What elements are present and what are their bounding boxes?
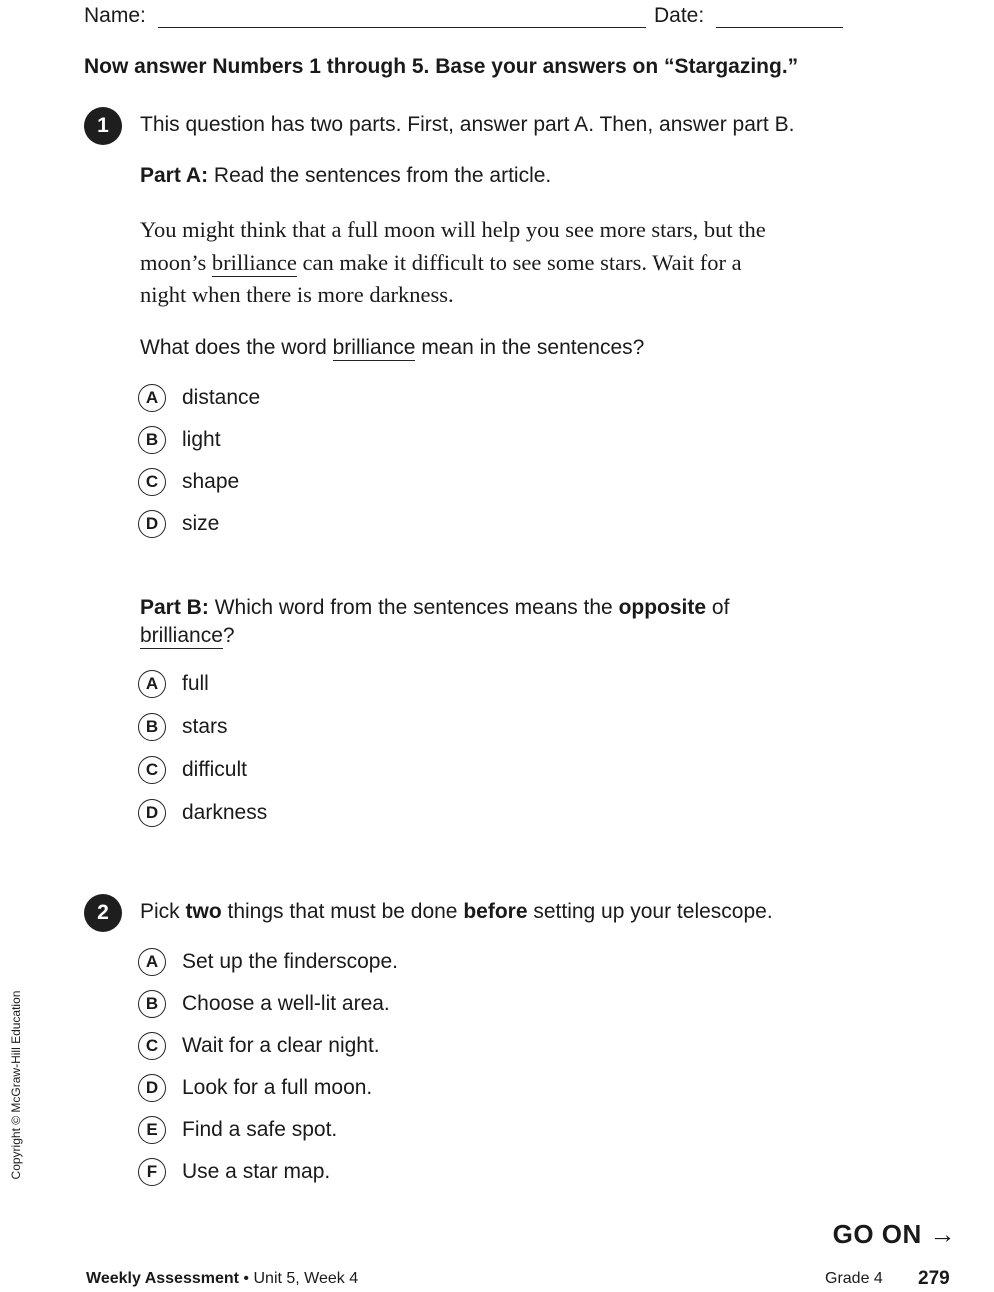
option-bubble[interactable]: A bbox=[138, 670, 166, 698]
question-text: What does the word bbox=[140, 336, 333, 359]
question-2-prompt bbox=[140, 900, 773, 924]
answer-option[interactable] bbox=[138, 1030, 398, 1062]
arrow-right-icon: → bbox=[929, 1219, 956, 1249]
emphasis-word: two bbox=[185, 900, 222, 923]
part-a-intro: Read the sentences from the article. bbox=[213, 164, 552, 187]
option-text: distance bbox=[182, 386, 261, 409]
option-bubble[interactable]: A bbox=[138, 384, 166, 412]
underlined-word: brilliance bbox=[332, 336, 416, 359]
passage-line: You might think that a full moon will help you see more stars, but the bbox=[140, 217, 766, 242]
name-label: Name: bbox=[84, 4, 146, 27]
answer-option[interactable] bbox=[138, 797, 267, 829]
date-label: Date: bbox=[654, 4, 705, 27]
date-field[interactable] bbox=[716, 7, 843, 28]
copyright-notice: Copyright © McGraw-Hill Education bbox=[9, 990, 23, 1180]
option-text: full bbox=[182, 672, 209, 695]
option-text: Find a safe spot. bbox=[182, 1118, 338, 1141]
option-bubble[interactable]: C bbox=[138, 756, 166, 784]
passage-text: moon’s bbox=[140, 249, 212, 275]
option-text: Wait for a clear night. bbox=[182, 1034, 380, 1057]
option-text: shape bbox=[182, 470, 240, 493]
question-2-options bbox=[138, 946, 398, 1188]
passage-text: can make it difficult to see some stars. Wait for a bbox=[296, 249, 742, 275]
part-b-label: Part B: bbox=[140, 596, 209, 619]
footer-separator: • bbox=[238, 1270, 254, 1287]
answer-option[interactable] bbox=[138, 711, 267, 743]
option-text: size bbox=[182, 512, 220, 535]
answer-option[interactable] bbox=[138, 946, 398, 978]
part-a-options bbox=[138, 382, 260, 540]
answer-option[interactable] bbox=[138, 424, 260, 456]
question-2-number: 2 bbox=[84, 894, 122, 932]
part-b-text: Which word from the sentences means the bbox=[214, 596, 619, 619]
name-field[interactable] bbox=[158, 7, 646, 28]
option-bubble[interactable]: C bbox=[138, 1032, 166, 1060]
footer-grade: Grade 4 bbox=[825, 1270, 883, 1287]
part-a-label: Part A: bbox=[140, 164, 209, 187]
option-bubble[interactable]: B bbox=[138, 426, 166, 454]
answer-option[interactable] bbox=[138, 668, 267, 700]
passage bbox=[140, 214, 766, 312]
answer-option[interactable] bbox=[138, 466, 260, 498]
part-b-line bbox=[140, 594, 729, 622]
prompt-text: things that must be done bbox=[221, 900, 464, 923]
part-a-heading bbox=[140, 164, 551, 188]
footer-left bbox=[86, 1270, 358, 1292]
emphasis-word: before bbox=[463, 900, 528, 923]
page-number: 279 bbox=[918, 1268, 950, 1289]
passage-line bbox=[140, 247, 766, 280]
option-bubble[interactable]: B bbox=[138, 990, 166, 1018]
part-a-question bbox=[140, 336, 644, 360]
option-bubble[interactable]: B bbox=[138, 713, 166, 741]
option-text: stars bbox=[182, 715, 228, 738]
option-bubble[interactable]: D bbox=[138, 510, 166, 538]
prompt-text: setting up your telescope. bbox=[527, 900, 773, 923]
option-bubble[interactable]: E bbox=[138, 1116, 166, 1144]
date-row bbox=[654, 4, 843, 28]
option-bubble[interactable]: D bbox=[138, 1074, 166, 1102]
instructions: Now answer Numbers 1 through 5. Base your answers on “Stargazing.” bbox=[84, 55, 799, 78]
part-b-text: of bbox=[706, 596, 730, 619]
underlined-word: brilliance bbox=[140, 624, 223, 647]
part-b-text: ? bbox=[222, 624, 235, 647]
answer-option[interactable] bbox=[138, 508, 260, 540]
passage-line: night when there is more darkness. bbox=[140, 282, 454, 307]
answer-option[interactable] bbox=[138, 382, 260, 414]
part-b-options bbox=[138, 668, 267, 829]
answer-option[interactable] bbox=[138, 988, 398, 1020]
option-text: Choose a well-lit area. bbox=[182, 992, 390, 1015]
footer-title: Weekly Assessment bbox=[86, 1270, 239, 1287]
footer-unit: Unit 5, Week 4 bbox=[253, 1270, 359, 1287]
name-row bbox=[84, 4, 646, 28]
go-on-label: GO ON bbox=[832, 1219, 922, 1249]
option-text: difficult bbox=[182, 758, 247, 781]
question-1-prompt: This question has two parts. First, answer part A. Then, answer part B. bbox=[140, 113, 795, 136]
part-b-question bbox=[140, 594, 729, 650]
option-bubble[interactable]: D bbox=[138, 799, 166, 827]
option-bubble[interactable]: A bbox=[138, 948, 166, 976]
option-text: light bbox=[182, 428, 221, 451]
option-text: Use a star map. bbox=[182, 1160, 331, 1183]
option-text: Look for a full moon. bbox=[182, 1076, 373, 1099]
option-text: Set up the finderscope. bbox=[182, 950, 398, 973]
option-bubble[interactable]: C bbox=[138, 468, 166, 496]
question-text: mean in the sentences? bbox=[415, 336, 645, 359]
prompt-text: Pick bbox=[140, 900, 186, 923]
answer-option[interactable] bbox=[138, 1156, 398, 1188]
answer-option[interactable] bbox=[138, 754, 267, 786]
option-text: darkness bbox=[182, 801, 268, 824]
option-bubble[interactable]: F bbox=[138, 1158, 166, 1186]
emphasis-word: opposite bbox=[618, 596, 707, 619]
part-b-line bbox=[140, 622, 729, 650]
answer-option[interactable] bbox=[138, 1114, 398, 1146]
answer-option[interactable] bbox=[138, 1072, 398, 1104]
underlined-word: brilliance bbox=[211, 249, 297, 275]
go-on-indicator bbox=[833, 1219, 956, 1250]
question-1-number: 1 bbox=[84, 107, 122, 145]
